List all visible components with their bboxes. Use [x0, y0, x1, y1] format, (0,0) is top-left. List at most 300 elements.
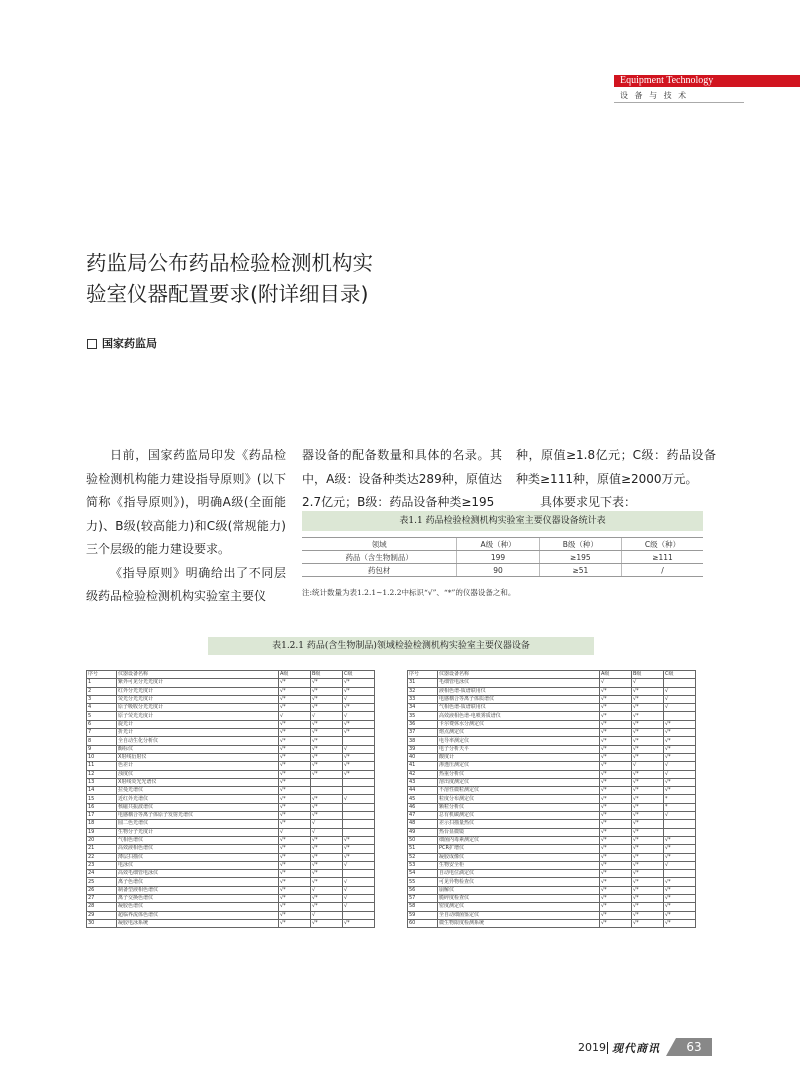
table-cell: √*: [600, 778, 632, 786]
table-cell: √*: [632, 870, 664, 878]
table-cell: √*: [343, 770, 375, 778]
table-cell: 气相色谱仪: [117, 836, 279, 844]
table-cell: 热台显微镜: [438, 828, 600, 836]
table-cell: 浊度仪: [117, 770, 279, 778]
table-cell: 电子分析天平: [438, 745, 600, 753]
table-cell: [664, 820, 696, 828]
table-cell: 电感耦合等离子体原子发射光谱仪: [117, 812, 279, 820]
table-row: [408, 753, 696, 761]
table-cell: 生物安全柜: [438, 861, 600, 869]
table-cell: √*: [279, 729, 311, 737]
table-cell: √*: [632, 820, 664, 828]
table-cell: √*: [632, 778, 664, 786]
table-cell: 离子交换色谱仪: [117, 895, 279, 903]
table-row: [87, 687, 375, 695]
table-cell: √: [343, 712, 375, 720]
table-cell: [343, 828, 375, 836]
table-cell: 6: [87, 720, 117, 728]
table-cell: √*: [311, 878, 343, 886]
table-cell: 57: [408, 895, 438, 903]
author: 国家药监局: [102, 337, 157, 350]
table-cell: √*: [311, 687, 343, 695]
table-cell: 22: [87, 853, 117, 861]
table-header-cell: B级: [311, 671, 343, 679]
table-header-cell: A级: [279, 671, 311, 679]
table-header-cell: B级: [632, 671, 664, 679]
table-row: [408, 770, 696, 778]
table-cell: √*: [632, 828, 664, 836]
table-cell: 30: [87, 919, 117, 927]
table-cell: √*: [311, 753, 343, 761]
table-cell: √*: [279, 762, 311, 770]
table-cell: √*: [311, 845, 343, 853]
table-cell: √*: [311, 812, 343, 820]
table-cell: √*: [311, 903, 343, 911]
table-cell: √*: [632, 795, 664, 803]
table-cell: √*: [632, 712, 664, 720]
table-cell: 薄层扫描仪: [117, 853, 279, 861]
table-cell: √*: [600, 712, 632, 720]
table-cell: √*: [632, 861, 664, 869]
table-cell: √: [664, 770, 696, 778]
table-cell: √*: [600, 845, 632, 853]
table-cell: [343, 737, 375, 745]
table-row: [408, 861, 696, 869]
table-cell: √*: [279, 895, 311, 903]
table-cell: [664, 712, 696, 720]
table-header-cell: A级: [600, 671, 632, 679]
table-cell: 32: [408, 687, 438, 695]
table-cell: /: [622, 564, 703, 577]
table-cell: √*: [664, 753, 696, 761]
table-cell: 46: [408, 803, 438, 811]
table-row: [408, 886, 696, 894]
table-cell: [311, 787, 343, 795]
table-row: [408, 720, 696, 728]
table-cell: √*: [311, 695, 343, 703]
table-cell: √*: [600, 828, 632, 836]
table-cell: √*: [600, 895, 632, 903]
table-cell: √*: [311, 745, 343, 753]
table-row: [408, 704, 696, 712]
table-row: [408, 803, 696, 811]
table-cell: ≥195: [539, 551, 621, 564]
table-cell: 18: [87, 820, 117, 828]
table-cell: 渗透压测定仪: [438, 762, 600, 770]
table-row: [87, 861, 375, 869]
table-cell: √*: [600, 836, 632, 844]
table-row: [87, 870, 375, 878]
table-cell: 红外分光光度计: [117, 687, 279, 695]
table-row: [87, 745, 375, 753]
table-cell: 54: [408, 870, 438, 878]
table-cell: √*: [279, 886, 311, 894]
table-row: [87, 762, 375, 770]
table-cell: √*: [632, 836, 664, 844]
table-cell: √: [664, 861, 696, 869]
table-cell: √*: [343, 753, 375, 761]
table-row: [87, 737, 375, 745]
table-row: [408, 695, 696, 703]
table-cell: 折光计: [117, 729, 279, 737]
table-cell: √*: [664, 919, 696, 927]
table-cell: 电导率测定仪: [438, 737, 600, 745]
table-cell: √*: [600, 820, 632, 828]
table-cell: √*: [279, 911, 311, 919]
table-cell: √: [343, 895, 375, 903]
table-cell: 差示扫描量热仪: [438, 820, 600, 828]
table-cell: [664, 828, 696, 836]
table-cell: √*: [343, 919, 375, 927]
table-cell: 荧光分光光度计: [117, 695, 279, 703]
table-cell: 43: [408, 778, 438, 786]
table-row: [408, 903, 696, 911]
table-cell: √*: [600, 886, 632, 894]
table-cell: √*: [279, 720, 311, 728]
table-cell: 自动电位滴定仪: [438, 870, 600, 878]
table-cell: [343, 803, 375, 811]
table-cell: 41: [408, 762, 438, 770]
table-cell: 高效液相色谱-电喷雾质谱仪: [438, 712, 600, 720]
table-cell: √*: [600, 853, 632, 861]
table-row: [87, 820, 375, 828]
table-cell: 45: [408, 795, 438, 803]
table-row: [302, 564, 703, 577]
table-row: [87, 853, 375, 861]
table-cell: √: [664, 695, 696, 703]
table-cell: √*: [632, 745, 664, 753]
table-header-cell: C级: [664, 671, 696, 679]
table-cell: 旋光计: [117, 720, 279, 728]
table-cell: √*: [311, 895, 343, 903]
table-row: [87, 704, 375, 712]
table-cell: √*: [343, 679, 375, 687]
paragraph: 种，原值≥1.8亿元；C级：药品设备种类≥111种，原值≥2000万元。: [516, 448, 716, 486]
table-cell: √: [343, 695, 375, 703]
table-cell: 21: [87, 845, 117, 853]
table-cell: √*: [600, 745, 632, 753]
table-row: [408, 729, 696, 737]
table-cell: 56: [408, 886, 438, 894]
table-cell: 不溶性微粒测定仪: [438, 787, 600, 795]
table-cell: 5: [87, 712, 117, 720]
table-cell: √*: [343, 762, 375, 770]
table-1-1-note: 注:统计数量为表1.2.1~1.2.2中标识“√”、“*”的仪器设备之和。: [302, 588, 516, 597]
table-row: [408, 737, 696, 745]
table-cell: √*: [343, 704, 375, 712]
table-cell: ≥51: [539, 564, 621, 577]
table-cell: 原子吸收分光光度计: [117, 704, 279, 712]
table-row: [87, 695, 375, 703]
table-cell: [343, 911, 375, 919]
table-cell: 离子色谱仪: [117, 878, 279, 886]
table-cell: 13: [87, 778, 117, 786]
table-cell: 4: [87, 704, 117, 712]
table-row: [87, 878, 375, 886]
table-cell: √*: [600, 737, 632, 745]
table-cell: √*: [311, 861, 343, 869]
table-cell: √*: [632, 803, 664, 811]
table-cell: √: [343, 745, 375, 753]
table-cell: √*: [279, 704, 311, 712]
table-cell: √*: [664, 737, 696, 745]
table-cell: √*: [343, 836, 375, 844]
table-cell: √*: [632, 895, 664, 903]
table-cell: 7: [87, 729, 117, 737]
table-cell: √*: [279, 861, 311, 869]
table-cell: √*: [279, 878, 311, 886]
table-cell: √*: [632, 886, 664, 894]
table-cell: √*: [343, 853, 375, 861]
table-cell: 酶标仪: [117, 745, 279, 753]
table-cell: √: [311, 828, 343, 836]
table-cell: √*: [279, 803, 311, 811]
table-row: [408, 745, 696, 753]
table-cell: √*: [632, 737, 664, 745]
body-column-3: [516, 444, 716, 515]
table-cell: √*: [600, 729, 632, 737]
table-row: [87, 895, 375, 903]
table-header-row: [302, 538, 703, 551]
table-row: [408, 895, 696, 903]
table-header-cell: A级（种）: [457, 538, 539, 551]
table-cell: √*: [600, 687, 632, 695]
table-cell: 12: [87, 770, 117, 778]
table-cell: 气相色谱-质谱联用仪: [438, 704, 600, 712]
table-cell: √*: [311, 704, 343, 712]
table-cell: 10: [87, 753, 117, 761]
table-cell: 1: [87, 679, 117, 687]
table-cell: √*: [343, 845, 375, 853]
table-row: [408, 787, 696, 795]
table-cell: √*: [279, 919, 311, 927]
table-cell: √*: [600, 695, 632, 703]
table-cell: √*: [632, 903, 664, 911]
table-cell: 脆碎度检查仪: [438, 895, 600, 903]
table-cell: 47: [408, 812, 438, 820]
table-cell: √*: [311, 853, 343, 861]
table-cell: 38: [408, 737, 438, 745]
table-cell: √*: [632, 919, 664, 927]
table-cell: 51: [408, 845, 438, 853]
table-cell: 90: [457, 564, 539, 577]
table-cell: 熔点测定仪: [438, 729, 600, 737]
table-cell: [343, 778, 375, 786]
table-cell: √*: [664, 720, 696, 728]
table-cell: 9: [87, 745, 117, 753]
table-row: [87, 770, 375, 778]
table-cell: 11: [87, 762, 117, 770]
table-cell: 全自动生化分析仪: [117, 737, 279, 745]
table-cell: √: [311, 712, 343, 720]
table-cell: 近红外光谱仪: [117, 795, 279, 803]
table-cell: √*: [279, 745, 311, 753]
table-cell: √: [311, 886, 343, 894]
table-cell: √*: [279, 687, 311, 695]
table-cell: √: [664, 704, 696, 712]
table-cell: √*: [600, 803, 632, 811]
table-cell: √*: [311, 720, 343, 728]
table-cell: √: [343, 903, 375, 911]
table-cell: 20: [87, 836, 117, 844]
table-cell: √: [279, 712, 311, 720]
paragraph: 《指导原则》明确给出了不同层级药品检验检测机构实验室主要仪: [86, 565, 286, 603]
table-cell: √*: [600, 720, 632, 728]
table-cell: √*: [311, 679, 343, 687]
table-cell: √*: [664, 778, 696, 786]
table-cell: √*: [632, 695, 664, 703]
table-cell: *: [664, 803, 696, 811]
table-cell: √: [632, 762, 664, 770]
table-cell: √*: [343, 720, 375, 728]
table-cell: √*: [664, 836, 696, 844]
table-cell: √*: [279, 795, 311, 803]
table-header-cell: 领域: [302, 538, 457, 551]
table-cell: 14: [87, 787, 117, 795]
table-header-cell: C级（种）: [622, 538, 703, 551]
table-cell: √: [664, 812, 696, 820]
table-header-cell: 序号: [408, 671, 438, 679]
table-cell: 酸度计: [438, 753, 600, 761]
table-cell: 崩解仪: [438, 886, 600, 894]
table-cell: √: [664, 762, 696, 770]
table-cell: √*: [600, 787, 632, 795]
table-cell: *: [664, 795, 696, 803]
table-cell: √*: [664, 845, 696, 853]
table-header-cell: C级: [343, 671, 375, 679]
table-cell: √*: [279, 845, 311, 853]
table-cell: [664, 679, 696, 687]
body-column-2: [302, 444, 502, 515]
table-cell: 高效液相色谱仪: [117, 845, 279, 853]
table-row: [408, 853, 696, 861]
table-header-cell: B级（种）: [539, 538, 621, 551]
table-cell: √*: [279, 770, 311, 778]
table-cell: 28: [87, 903, 117, 911]
table-cell: √*: [279, 753, 311, 761]
table-cell: 高效毛细管电泳仪: [117, 870, 279, 878]
table-cell: 溶出度测定仪: [438, 778, 600, 786]
table-cell: 26: [87, 886, 117, 894]
table-row: [87, 836, 375, 844]
table-cell: 总有机碳测定仪: [438, 812, 600, 820]
table-cell: 25: [87, 878, 117, 886]
table-cell: √*: [600, 812, 632, 820]
table-cell: √*: [632, 687, 664, 695]
table-cell: √*: [664, 853, 696, 861]
table-cell: √: [311, 820, 343, 828]
table-cell: 热重分析仪: [438, 770, 600, 778]
table-cell: 药包材: [302, 564, 457, 577]
table-row: [302, 551, 703, 564]
table-row: [87, 729, 375, 737]
paragraph: 器设备的配备数量和具体的名录。其中，A级：设备种类达289种，原值达2.7亿元；B级：药品设备种类≥195: [302, 448, 502, 509]
table-cell: X射线荧光光谱仪: [117, 778, 279, 786]
table-cell: 31: [408, 679, 438, 687]
table-row: [408, 687, 696, 695]
table-cell: 色差计: [117, 762, 279, 770]
table-cell: √: [343, 878, 375, 886]
table-cell: 60: [408, 919, 438, 927]
table-cell: √*: [600, 911, 632, 919]
table-row: [87, 679, 375, 687]
table-cell: √*: [600, 704, 632, 712]
section-title-en: Equipment Technology: [620, 75, 714, 86]
table-cell: 15: [87, 795, 117, 803]
paragraph: 日前，国家药监局印发《药品检验检测机构能力建设指导原则》(以下简称《指导原则》)，明确A级(全面能力)、B级(较高能力)和C级(常规能力)三个层级的能力建设要求。: [86, 448, 286, 556]
table-row: [408, 762, 696, 770]
table-row: [87, 845, 375, 853]
table-cell: PCR扩增仪: [438, 845, 600, 853]
table-row: [87, 753, 375, 761]
table-1-2-1-caption: 表1.2.1 药品(含生物制品)领域检验检测机构实验室主要仪器设备: [208, 637, 594, 655]
table-cell: √*: [632, 878, 664, 886]
table-cell: √: [343, 861, 375, 869]
table-cell: 药品（含生物制品）: [302, 551, 457, 564]
table-cell: √*: [279, 870, 311, 878]
table-cell: 39: [408, 745, 438, 753]
table-cell: 全自动细菌鉴定仪: [438, 911, 600, 919]
author-box-icon: [87, 339, 97, 349]
table-cell: [343, 820, 375, 828]
paragraph: 具体要求见下表：: [540, 495, 637, 509]
table-row: [408, 795, 696, 803]
table-cell: 卡尔费休水分测定仪: [438, 720, 600, 728]
table-cell: 原子荧光光度计: [117, 712, 279, 720]
table-cell: √*: [311, 762, 343, 770]
table-header-row: [408, 671, 696, 679]
table-row: [87, 720, 375, 728]
table-cell: √*: [279, 778, 311, 786]
table-cell: [343, 812, 375, 820]
table-cell: 毛细管电泳仪: [438, 679, 600, 687]
table-cell: √*: [632, 770, 664, 778]
table-cell: √*: [279, 679, 311, 687]
table-cell: 27: [87, 895, 117, 903]
table-cell: √*: [311, 770, 343, 778]
table-cell: √*: [664, 895, 696, 903]
table-row: [87, 911, 375, 919]
table-cell: √*: [632, 787, 664, 795]
table-cell: 53: [408, 861, 438, 869]
table-row: [408, 812, 696, 820]
equipment-table-left: [86, 670, 375, 928]
table-cell: 凝胶电泳系统: [117, 919, 279, 927]
table-row: [408, 845, 696, 853]
table-cell: 生物分子光度计: [117, 828, 279, 836]
table-cell: √*: [600, 861, 632, 869]
page-number: 63: [676, 1038, 712, 1056]
section-title-cn: 设 备 与 技 术: [620, 91, 689, 100]
body-column-1: [86, 444, 286, 609]
table-cell: √*: [632, 845, 664, 853]
table-row: [408, 870, 696, 878]
table-cell: 33: [408, 695, 438, 703]
table-cell: √*: [311, 836, 343, 844]
table-cell: √*: [600, 903, 632, 911]
table-cell: 拉曼光谱仪: [117, 787, 279, 795]
table-cell: 电感耦合等离子体质谱仪: [438, 695, 600, 703]
table-cell: √*: [279, 836, 311, 844]
page-tab-notch: [666, 1038, 676, 1056]
table-cell: [664, 870, 696, 878]
table-row: [87, 919, 375, 927]
table-cell: 48: [408, 820, 438, 828]
table-cell: √: [600, 679, 632, 687]
table-header-cell: 仪器设备名称: [438, 671, 600, 679]
table-1-1-caption: 表1.1 药品检验检测机构实验室主要仪器设备统计表: [302, 511, 703, 531]
table-cell: √*: [600, 870, 632, 878]
